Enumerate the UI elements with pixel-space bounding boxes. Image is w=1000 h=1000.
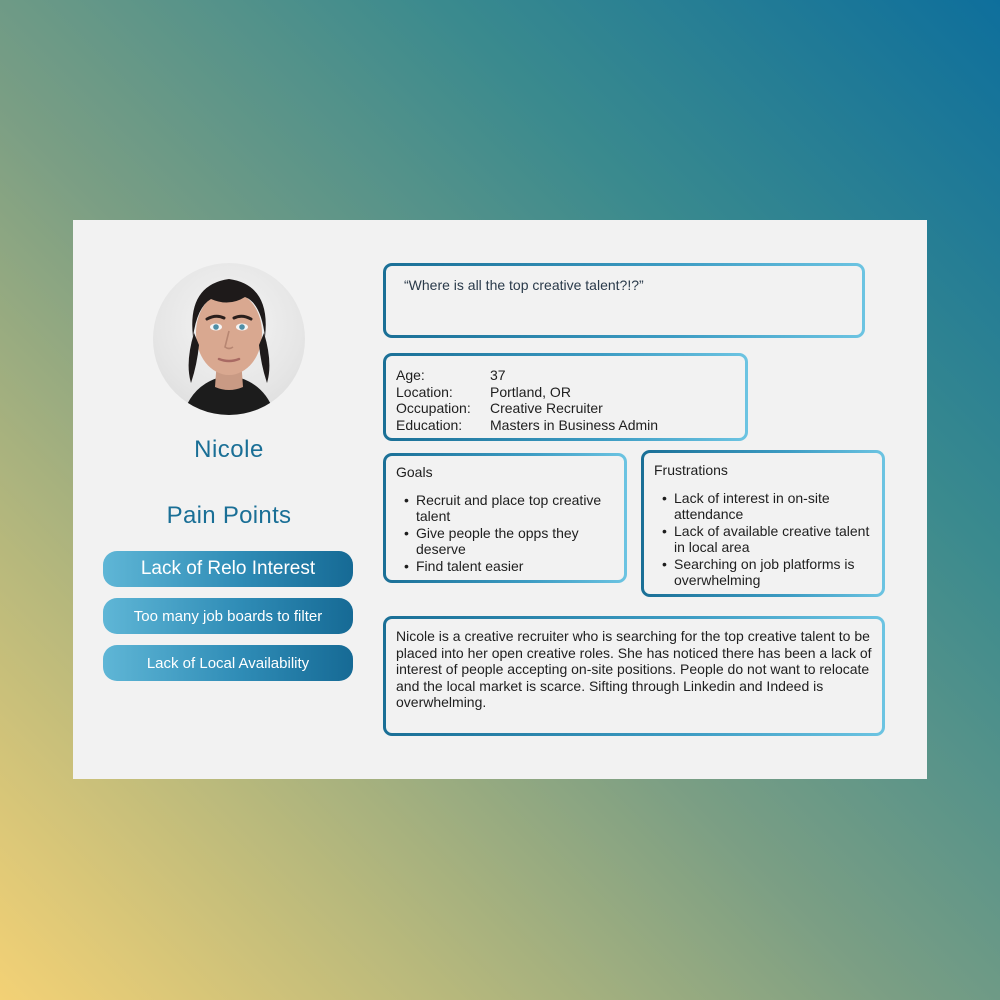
goals-box: [383, 453, 627, 583]
persona-card: [73, 220, 927, 779]
pain-points-title: Pain Points: [166, 502, 292, 529]
frustrations-title: Frustrations: [654, 462, 728, 478]
quote-text: “Where is all the top creative talent?!?”: [404, 277, 644, 293]
list-item: • Find talent easier: [406, 558, 614, 575]
frustrations-box: [641, 450, 885, 597]
info-label: Location:: [396, 383, 453, 400]
info-row-occupation: [396, 400, 735, 417]
list-item: • Recruit and place top creative talent: [406, 492, 614, 525]
list-item: • Lack of available creative talent in local area: [664, 523, 872, 556]
goals-title: Goals: [396, 464, 433, 480]
info-label: Education:: [396, 416, 463, 433]
info-row-location: [396, 384, 735, 401]
info-value: Portland, OR: [490, 383, 571, 400]
list-item: • Searching on job platforms is overwhelming: [664, 556, 872, 589]
quote-box: [383, 263, 865, 338]
pain-point-job-boards[interactable]: Too many job boards to filter: [103, 598, 353, 634]
info-row-age: [396, 367, 735, 384]
goals-list: [396, 492, 614, 575]
frustrations-list: [654, 490, 872, 589]
info-label: Occupation:: [396, 400, 471, 416]
summary-box: [383, 616, 885, 736]
pain-point-local-availability[interactable]: Lack of Local Availability: [103, 645, 353, 681]
info-value: 37: [490, 367, 506, 383]
list-item: • Give people the opps they deserve: [406, 525, 614, 558]
demographics-box: [383, 353, 748, 441]
persona-name: Nicole: [194, 436, 264, 463]
info-row-education: [396, 417, 735, 434]
avatar-photo: [153, 263, 305, 415]
summary-text: Nicole is a creative recruiter who is searching for the top creative talent to be placed into her open creative roles. She has noticed there has been a lack of interest of people accepting on-site positions. People do not want to relocate and the local market is scarce. Sifting through Linkedin and Indeed is overwhelming.: [396, 628, 872, 710]
info-label: Age:: [396, 367, 425, 383]
info-value: Creative Recruiter: [490, 400, 603, 416]
pain-point-relo-interest[interactable]: Lack of Relo Interest: [103, 551, 353, 587]
list-item: • Lack of interest in on-site attendance: [664, 490, 872, 523]
info-value: Masters in Business Admin: [490, 416, 659, 433]
avatar: [153, 263, 305, 415]
